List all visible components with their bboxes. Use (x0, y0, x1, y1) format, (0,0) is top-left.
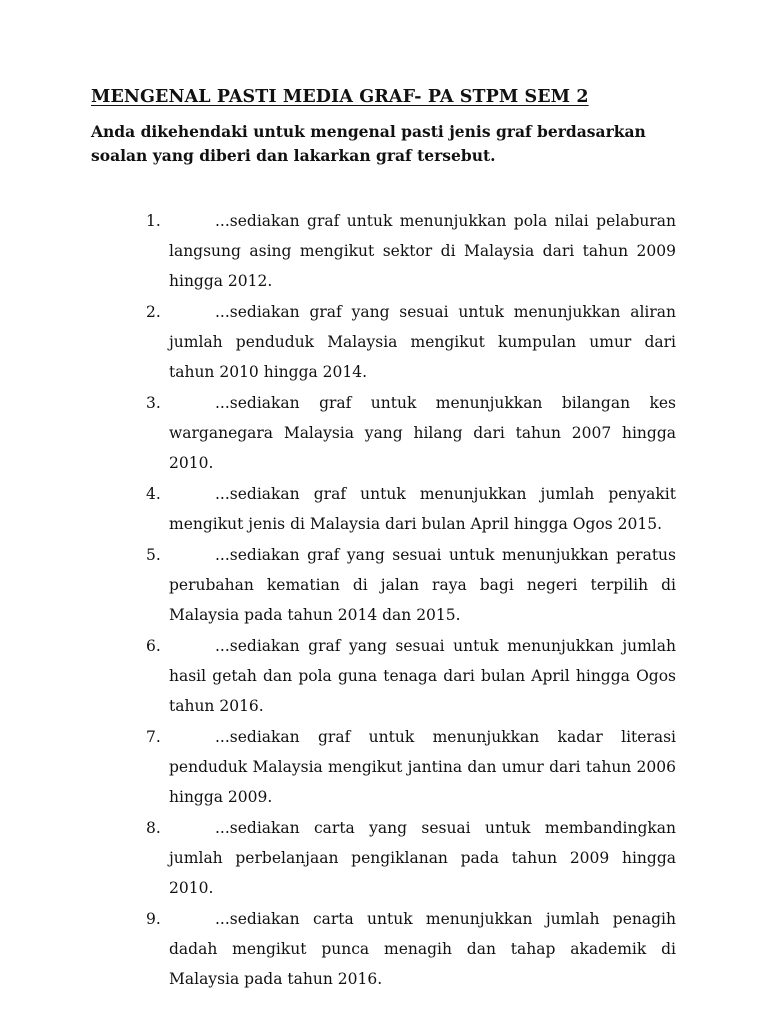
question-item (0, 904, 768, 994)
question-item (0, 206, 768, 296)
question-text: ...sediakan graf untuk menunjukkan kadar literasi penduduk Malaysia mengikut jantina dan umur dari tahun 2006 hingga 2009. (169, 728, 676, 806)
question-text: ...sediakan carta untuk menunjukkan jumlah penagih dadah mengikut punca menagih dan tahap akademik di Malaysia pada tahun 2016. (169, 910, 676, 988)
question-item (0, 813, 768, 903)
question-text: ...sediakan graf yang sesuai untuk menunjukkan aliran jumlah penduduk Malaysia mengikut kumpulan umur dari tahun 2010 hingga 2014. (169, 303, 676, 381)
instruction-text: Anda dikehendaki untuk mengenal pasti jenis graf berdasarkan soalan yang diberi dan lakarkan graf tersebut. (91, 122, 646, 165)
question-number: 9. (146, 910, 161, 928)
question-number: 7. (146, 728, 161, 746)
question-item (0, 479, 768, 539)
question-list (0, 206, 768, 995)
question-text: ...sediakan graf untuk menunjukkan jumlah penyakit mengikut jenis di Malaysia dari bulan April hingga Ogos 2015. (169, 485, 676, 533)
question-text: ...sediakan graf untuk menunjukkan bilangan kes warganegara Malaysia yang hilang dari tahun 2007 hingga 2010. (169, 394, 676, 472)
question-number: 6. (146, 637, 161, 655)
question-item (0, 631, 768, 721)
question-number: 1. (146, 212, 161, 230)
question-item (0, 388, 768, 478)
question-number: 5. (146, 546, 161, 564)
question-text: ...sediakan graf yang sesuai untuk menunjukkan peratus perubahan kematian di jalan raya bagi negeri terpilih di Malaysia pada tahun 2014 dan 2015. (169, 546, 676, 624)
question-text: ...sediakan graf yang sesuai untuk menunjukkan jumlah hasil getah dan pola guna tenaga dari bulan April hingga Ogos tahun 2016. (169, 637, 676, 715)
question-item (0, 722, 768, 812)
question-item (0, 297, 768, 387)
question-number: 3. (146, 394, 161, 412)
question-number: 4. (146, 485, 161, 503)
question-text: ...sediakan carta yang sesuai untuk membandingkan jumlah perbelanjaan pengiklanan pada tahun 2009 hingga 2010. (169, 819, 676, 897)
question-item (0, 540, 768, 630)
question-text: ...sediakan graf untuk menunjukkan pola nilai pelaburan langsung asing mengikut sektor di Malaysia dari tahun 2009 hingga 2012. (169, 212, 676, 290)
document-title: MENGENAL PASTI MEDIA GRAF- PA STPM SEM 2 (91, 87, 589, 107)
question-number: 8. (146, 819, 161, 837)
question-number: 2. (146, 303, 161, 321)
